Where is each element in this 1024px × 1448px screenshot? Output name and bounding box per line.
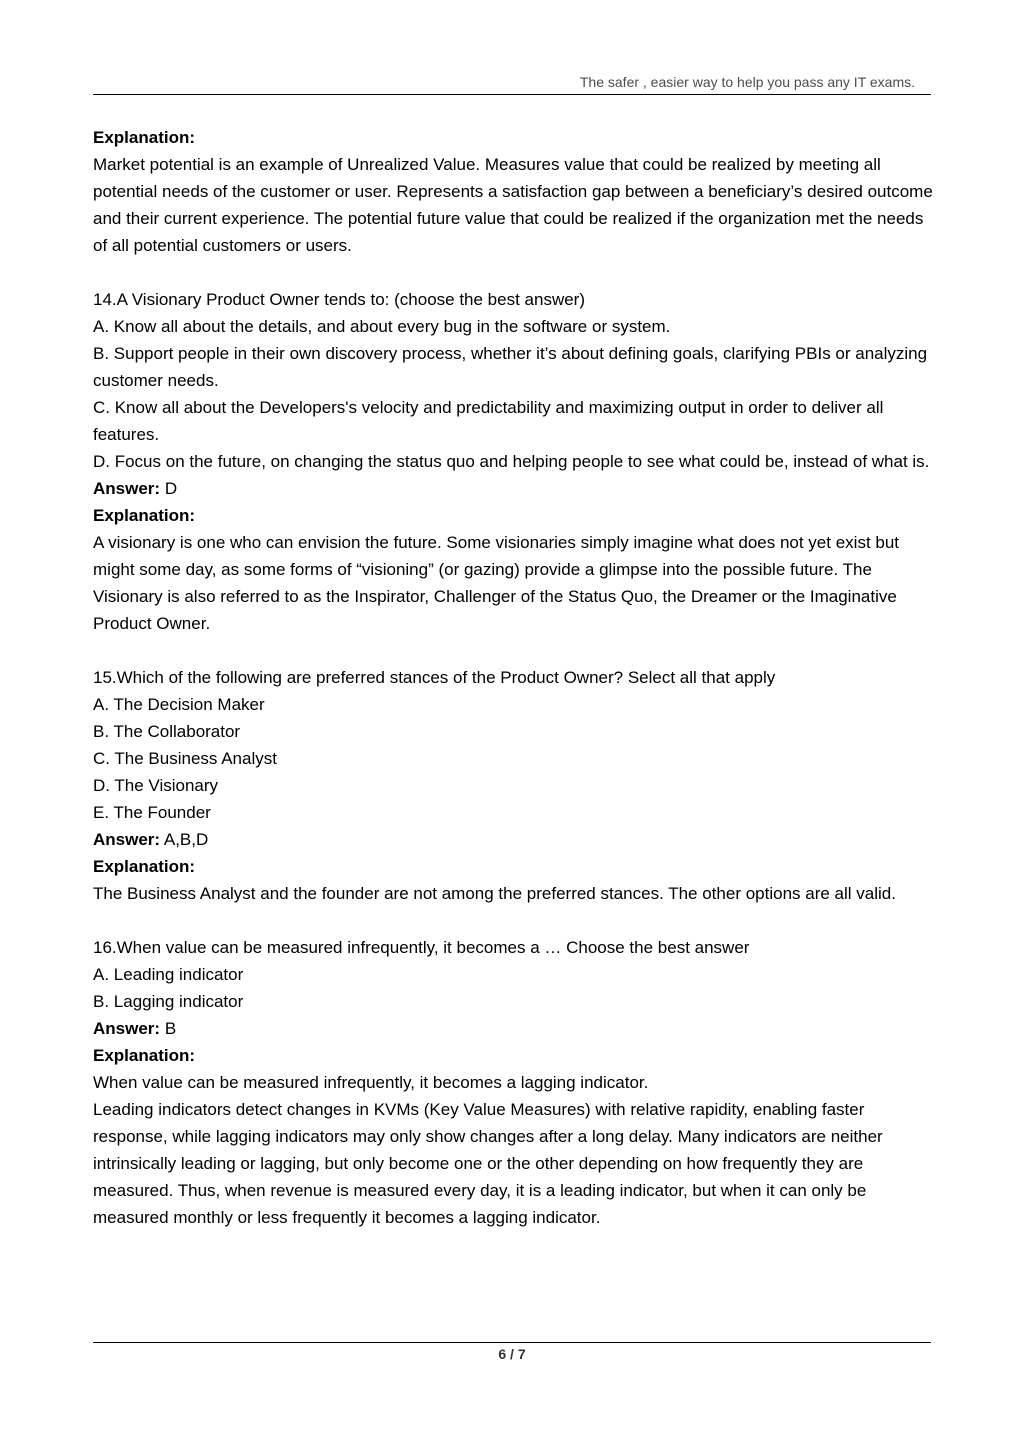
answer-label: Answer: bbox=[93, 830, 161, 849]
explanation-text: Market potential is an example of Unrealized Value. Measures value that could be realized by meeting all potential needs of the customer or user. Represents a satisfaction gap between a beneficiary’s desired outcome and their current experience. The potential future value that could be realized if the organization met the needs of all potential customers or users. bbox=[93, 155, 933, 255]
explanation-label: Explanation: bbox=[93, 128, 196, 147]
page-content bbox=[93, 124, 935, 1231]
answer-value: D bbox=[164, 479, 178, 498]
answer-line bbox=[93, 826, 935, 853]
explanation-label: Explanation: bbox=[93, 857, 196, 876]
question-title: 16.When value can be measured infrequently, it becomes a … Choose the best answer bbox=[93, 938, 750, 957]
answer-line bbox=[93, 475, 935, 502]
explanation-text: When value can be measured infrequently, it becomes a lagging indicator. bbox=[93, 1073, 649, 1092]
question-title: 15.Which of the following are preferred stances of the Product Owner? Select all that apply bbox=[93, 668, 776, 687]
question-option: E. The Founder bbox=[93, 803, 211, 822]
question-title: 14.A Visionary Product Owner tends to: (choose the best answer) bbox=[93, 290, 586, 309]
explanation-text: Leading indicators detect changes in KVMs (Key Value Measures) with relative rapidity, enabling faster response, while lagging indicators may only show changes after a long delay. Many indicators are neither intrinsically leading or lagging, but only become one or the other depending on how frequently they are measured. Thus, when revenue is measured every day, it is a leading indicator, but when it can only be measured monthly or less frequently it becomes a lagging indicator. bbox=[93, 1100, 883, 1227]
explanation-text: The Business Analyst and the founder are not among the preferred stances. The other options are all valid. bbox=[93, 884, 896, 903]
footer-divider bbox=[93, 1342, 931, 1343]
answer-label: Answer: bbox=[93, 479, 161, 498]
answer-label: Answer: bbox=[93, 1019, 161, 1038]
answer-line bbox=[93, 1015, 935, 1042]
page-header bbox=[93, 72, 931, 95]
question-option: A. The Decision Maker bbox=[93, 695, 265, 714]
explanation-text: A visionary is one who can envision the future. Some visionaries simply imagine what does not yet exist but might some day, as some forms of “visioning” (or gazing) provide a glimpse into the possible future. The Visionary is also referred to as the Inspirator, Challenger of the Status Quo, the Dreamer or the Imaginative Product Owner. bbox=[93, 533, 900, 633]
question-option: A. Know all about the details, and about every bug in the software or system. bbox=[93, 317, 671, 336]
question-option: B. Lagging indicator bbox=[93, 992, 244, 1011]
explanation-label: Explanation: bbox=[93, 506, 196, 525]
answer-value: A,B,D bbox=[163, 830, 209, 849]
question-option: D. The Visionary bbox=[93, 776, 219, 795]
question-option: B. Support people in their own discovery process, whether it’s about defining goals, clarifying PBIs or analyzing customer needs. bbox=[93, 344, 928, 390]
question-option: D. Focus on the future, on changing the status quo and helping people to see what could be, instead of what is. bbox=[93, 452, 930, 471]
question-option: A. Leading indicator bbox=[93, 965, 244, 984]
question-option: C. Know all about the Developers's velocity and predictability and maximizing output in order to deliver all features. bbox=[93, 398, 884, 444]
question-option: B. The Collaborator bbox=[93, 722, 241, 741]
explanation-label: Explanation: bbox=[93, 1046, 196, 1065]
answer-value: B bbox=[164, 1019, 177, 1038]
page-number: 6 / 7 bbox=[498, 1346, 526, 1362]
question-option: C. The Business Analyst bbox=[93, 749, 277, 768]
header-tagline: The safer , easier way to help you pass any IT exams. bbox=[579, 74, 915, 90]
